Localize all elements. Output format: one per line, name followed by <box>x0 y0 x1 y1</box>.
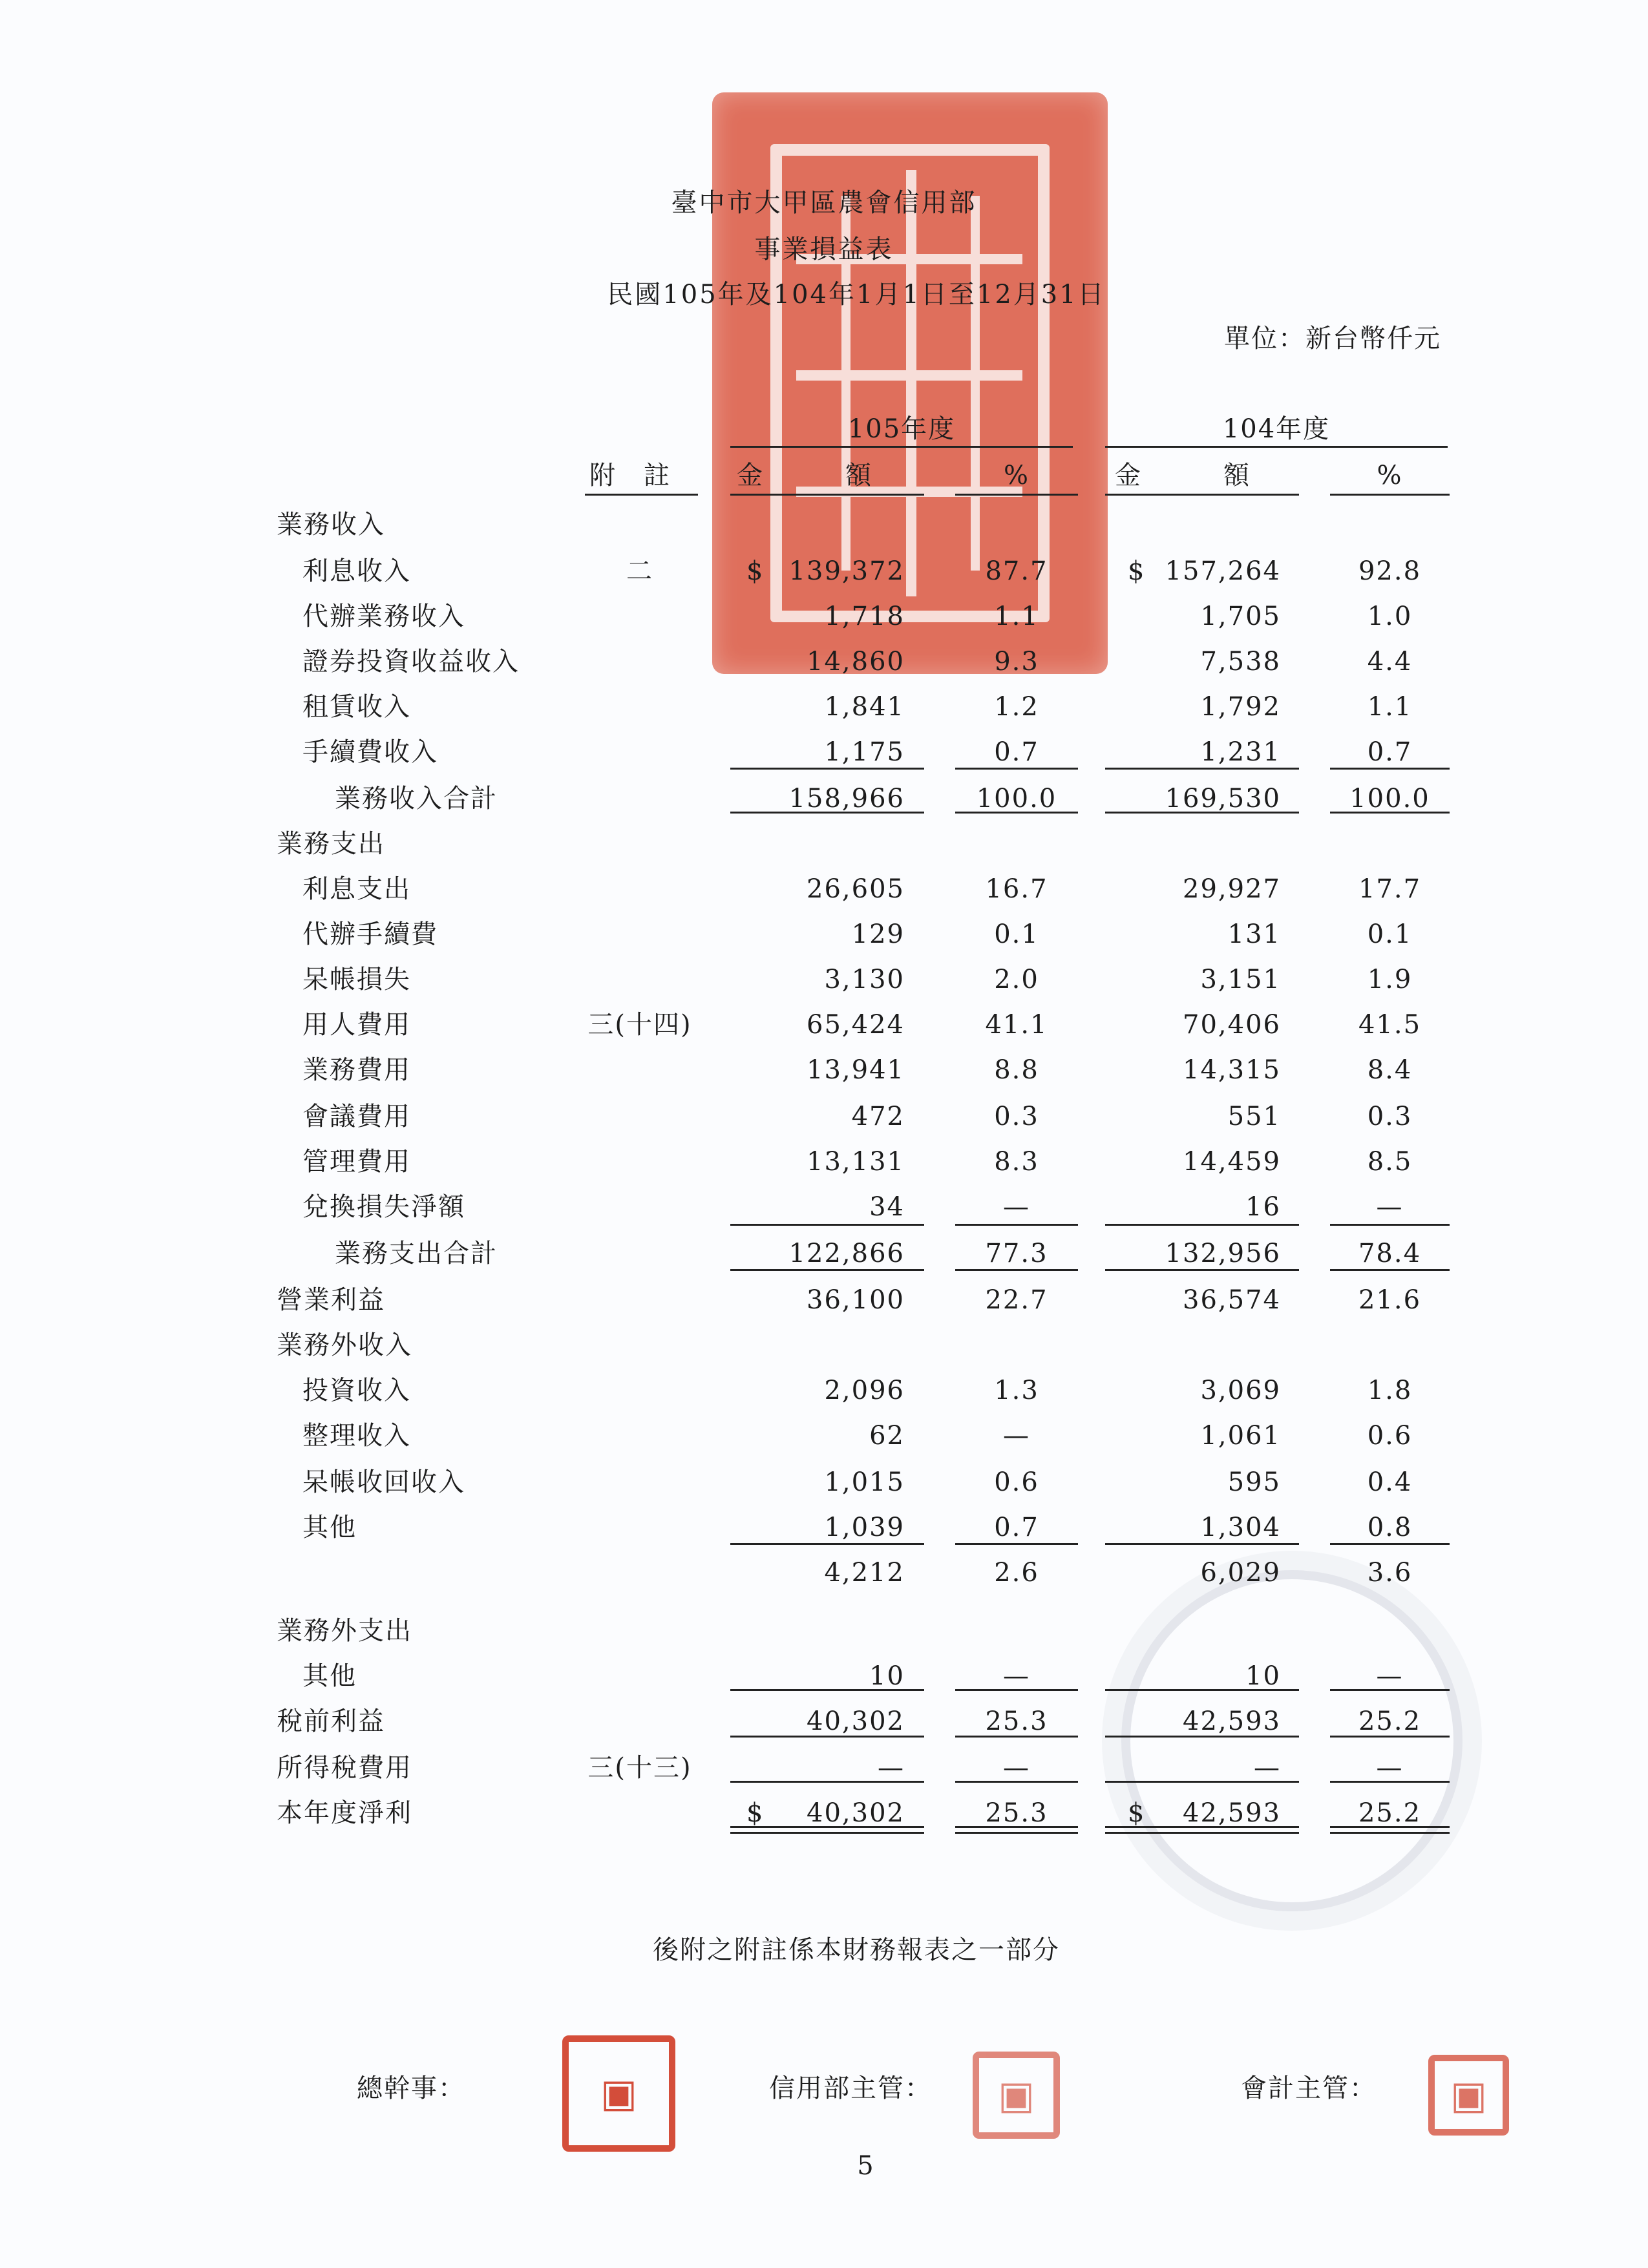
pct-104: 3.6 <box>1367 1558 1413 1588</box>
row-label: 手續費收入 <box>302 737 438 767</box>
pct-105: 77.3 <box>985 1239 1048 1268</box>
amount-104: 7,538 <box>1200 647 1281 677</box>
rule <box>1105 768 1299 770</box>
pct-104: — <box>1376 1753 1404 1783</box>
pct-105: 2.6 <box>994 1558 1039 1588</box>
row-label: 業務外收入 <box>277 1330 412 1360</box>
rule <box>955 1781 1078 1783</box>
amount-105: 34 <box>869 1192 905 1222</box>
amount-104: 169,530 <box>1165 784 1281 814</box>
rule <box>955 1224 1078 1226</box>
rule <box>1105 1736 1299 1738</box>
pct-104: 0.6 <box>1367 1421 1413 1451</box>
pct-104: — <box>1376 1661 1404 1691</box>
rule <box>730 1736 924 1738</box>
pct-105: 1.2 <box>994 692 1039 722</box>
pct-104: 0.7 <box>1367 737 1413 767</box>
row-label: 租賃收入 <box>302 692 411 722</box>
amount-105: 139,372 <box>788 556 905 586</box>
rule <box>955 494 1078 496</box>
pct-105: 1.3 <box>994 1376 1039 1405</box>
rule <box>1330 768 1450 770</box>
row-label: 證券投資收益收入 <box>302 647 520 677</box>
col-amount-104: 金 額 <box>1115 461 1251 490</box>
rule <box>1330 1224 1450 1226</box>
pct-105: 16.7 <box>985 874 1048 904</box>
col-pct-104: % <box>1377 461 1403 490</box>
seal-general-manager: ▣ <box>562 2035 675 2152</box>
rule <box>1330 812 1450 814</box>
row-label: 投資收入 <box>302 1376 411 1405</box>
amount-104: 14,459 <box>1183 1147 1281 1177</box>
amount-105: 65,424 <box>807 1010 905 1040</box>
amount-105: 40,302 <box>807 1798 905 1828</box>
amount-104: 14,315 <box>1183 1055 1281 1085</box>
pct-105: — <box>1003 1661 1030 1691</box>
rule <box>730 812 924 814</box>
rule <box>730 768 924 770</box>
seal-credit-manager: ▣ <box>973 2052 1060 2139</box>
page-number: 5 <box>857 2151 875 2181</box>
pct-105: 100.0 <box>976 784 1057 814</box>
double-rule <box>730 1826 924 1834</box>
amount-105: 2,096 <box>824 1376 905 1405</box>
footer-remark: 後附之附註係本財務報表之一部分 <box>653 1935 1060 1965</box>
sign-accounting-manager-label: 會計主管： <box>1241 2074 1377 2103</box>
rule <box>730 1689 924 1691</box>
report-period: 民國105年及104年1月1日至12月31日 <box>607 280 1106 310</box>
rule <box>1105 446 1448 448</box>
pct-104: — <box>1376 1192 1404 1222</box>
amount-105: — <box>878 1753 905 1783</box>
amount-105: 472 <box>851 1102 905 1131</box>
pct-104: 1.8 <box>1367 1376 1413 1405</box>
amount-105: 122,866 <box>788 1239 905 1268</box>
pct-105: — <box>1003 1421 1030 1451</box>
row-label: 呆帳收回收入 <box>302 1467 465 1497</box>
amount-104: 1,792 <box>1200 692 1281 722</box>
pct-104: 4.4 <box>1367 647 1413 677</box>
row-label: 利息收入 <box>302 556 411 586</box>
rule <box>1105 1781 1299 1783</box>
pct-105: 0.6 <box>994 1467 1039 1497</box>
row-label: 呆帳損失 <box>302 965 411 994</box>
pct-105: 0.3 <box>994 1102 1039 1131</box>
row-label: 所得稅費用 <box>277 1753 412 1783</box>
rule <box>1330 1543 1450 1545</box>
pct-105: 22.7 <box>985 1285 1048 1315</box>
rule <box>730 446 1073 448</box>
pct-105: 9.3 <box>994 647 1039 677</box>
row-label: 營業利益 <box>277 1285 385 1315</box>
col-amount-105: 金 額 <box>737 461 872 490</box>
row-label: 用人費用 <box>302 1010 411 1040</box>
amount-104: 1,705 <box>1200 602 1281 631</box>
official-seal-stamp <box>712 92 1108 674</box>
amount-105: 158,966 <box>788 784 905 814</box>
amount-104: 3,069 <box>1200 1376 1281 1405</box>
amount-104: 6,029 <box>1200 1558 1281 1588</box>
rule <box>585 494 698 496</box>
pct-105: 8.8 <box>994 1055 1039 1085</box>
rule <box>1330 1689 1450 1691</box>
amount-105: 4,212 <box>824 1558 905 1588</box>
amount-105: 1,015 <box>824 1467 905 1497</box>
amount-104: 1,231 <box>1200 737 1281 767</box>
amount-105: 10 <box>869 1661 905 1691</box>
currency-sign: $ <box>1128 556 1146 586</box>
amount-105: 40,302 <box>807 1706 905 1736</box>
row-note: 二 <box>626 556 653 586</box>
amount-104: 36,574 <box>1183 1285 1281 1315</box>
row-label: 其他 <box>302 1661 357 1691</box>
row-label: 業務支出合計 <box>335 1239 498 1268</box>
pct-105: — <box>1003 1192 1030 1222</box>
rule <box>955 1543 1078 1545</box>
pct-105: 87.7 <box>985 556 1048 586</box>
amount-105: 36,100 <box>807 1285 905 1315</box>
row-label: 會議費用 <box>302 1102 411 1131</box>
amount-105: 1,841 <box>824 692 905 722</box>
rule <box>955 812 1078 814</box>
pct-105: 0.1 <box>994 919 1039 949</box>
pct-104: 8.4 <box>1367 1055 1413 1085</box>
pct-104: 100.0 <box>1349 784 1430 814</box>
amount-104: 70,406 <box>1183 1010 1281 1040</box>
amount-105: 1,718 <box>824 602 905 631</box>
currency-sign: $ <box>1128 1798 1146 1828</box>
amount-105: 26,605 <box>807 874 905 904</box>
pct-104: 1.0 <box>1367 602 1413 631</box>
pct-104: 92.8 <box>1358 556 1422 586</box>
row-label: 稅前利益 <box>277 1706 385 1736</box>
col-year-105: 105年度 <box>847 414 956 444</box>
double-rule <box>955 1826 1078 1834</box>
pct-105: — <box>1003 1753 1030 1783</box>
rule <box>1330 494 1450 496</box>
pct-104: 78.4 <box>1358 1239 1422 1268</box>
rule <box>730 1224 924 1226</box>
amount-104: 131 <box>1227 919 1281 949</box>
rule <box>730 1781 924 1783</box>
amount-104: — <box>1254 1753 1281 1783</box>
amount-105: 14,860 <box>807 647 905 677</box>
row-label: 整理收入 <box>302 1421 411 1451</box>
amount-105: 13,941 <box>807 1055 905 1085</box>
double-rule <box>1330 1826 1450 1834</box>
rule <box>1105 1224 1299 1226</box>
row-label: 業務收入合計 <box>335 784 498 814</box>
currency-sign: $ <box>746 556 765 586</box>
rule <box>1105 1543 1299 1545</box>
sign-general-manager-label: 總幹事： <box>357 2074 465 2103</box>
rule <box>1105 1689 1299 1691</box>
pct-104: 21.6 <box>1358 1285 1422 1315</box>
amount-105: 1,175 <box>824 737 905 767</box>
amount-104: 132,956 <box>1165 1239 1281 1268</box>
row-label: 利息支出 <box>302 874 411 904</box>
embossed-seal <box>1121 1570 1463 1911</box>
row-label: 管理費用 <box>302 1147 411 1177</box>
pct-105: 8.3 <box>994 1147 1039 1177</box>
pct-105: 0.7 <box>994 737 1039 767</box>
row-label: 代辦手續費 <box>302 919 438 949</box>
amount-104: 10 <box>1245 1661 1281 1691</box>
pct-105: 25.3 <box>985 1798 1048 1828</box>
amount-104: 3,151 <box>1200 965 1281 994</box>
row-note: 三(十三) <box>587 1753 692 1783</box>
rule <box>1330 1736 1450 1738</box>
pct-104: 25.2 <box>1358 1798 1422 1828</box>
pct-104: 0.8 <box>1367 1513 1413 1542</box>
row-label: 業務外支出 <box>277 1616 412 1646</box>
pct-104: 41.5 <box>1358 1010 1422 1040</box>
pct-104: 0.4 <box>1367 1467 1413 1497</box>
pct-104: 17.7 <box>1358 874 1422 904</box>
amount-104: 1,061 <box>1200 1421 1281 1451</box>
pct-104: 1.9 <box>1367 965 1413 994</box>
pct-104: 1.1 <box>1367 692 1413 722</box>
rule <box>1105 1269 1299 1271</box>
report-title: 事業損益表 <box>754 235 894 264</box>
amount-104: 551 <box>1227 1102 1281 1131</box>
amount-104: 29,927 <box>1183 874 1281 904</box>
row-label: 兌換損失淨額 <box>302 1192 465 1222</box>
pct-104: 0.1 <box>1367 919 1413 949</box>
amount-104: 1,304 <box>1200 1513 1281 1542</box>
row-label: 其他 <box>302 1513 357 1542</box>
seal-accounting-manager: ▣ <box>1428 2055 1509 2136</box>
pct-104: 25.2 <box>1358 1706 1422 1736</box>
row-label: 業務費用 <box>302 1055 411 1085</box>
pct-104: 8.5 <box>1367 1147 1413 1177</box>
rule <box>955 1736 1078 1738</box>
rule <box>1330 1781 1450 1783</box>
currency-sign: $ <box>746 1798 765 1828</box>
pct-105: 2.0 <box>994 965 1039 994</box>
pct-104: 0.3 <box>1367 1102 1413 1131</box>
row-label: 代辦業務收入 <box>302 602 465 631</box>
row-label: 業務收入 <box>277 510 385 540</box>
pct-105: 41.1 <box>985 1010 1048 1040</box>
rule <box>1105 494 1299 496</box>
rule <box>955 1689 1078 1691</box>
amount-105: 1,039 <box>824 1513 905 1542</box>
amount-104: 42,593 <box>1183 1798 1281 1828</box>
double-rule <box>1105 1826 1299 1834</box>
rule <box>730 1269 924 1271</box>
sign-credit-manager-label: 信用部主管： <box>769 2074 932 2103</box>
amount-104: 42,593 <box>1183 1706 1281 1736</box>
amount-105: 13,131 <box>807 1147 905 1177</box>
row-note: 三(十四) <box>587 1010 692 1040</box>
org-name: 臺中市大甲區農會信用部 <box>671 188 977 218</box>
rule <box>1105 812 1299 814</box>
pct-105: 25.3 <box>985 1706 1048 1736</box>
row-label: 業務支出 <box>277 829 385 859</box>
row-label: 本年度淨利 <box>277 1798 412 1828</box>
amount-104: 157,264 <box>1165 556 1281 586</box>
amount-105: 62 <box>869 1421 905 1451</box>
amount-105: 3,130 <box>824 965 905 994</box>
rule <box>955 768 1078 770</box>
amount-104: 16 <box>1245 1192 1281 1222</box>
rule <box>730 494 924 496</box>
rule <box>955 1269 1078 1271</box>
col-pct-105: % <box>1003 461 1030 490</box>
pct-105: 0.7 <box>994 1513 1039 1542</box>
pct-105: 1.1 <box>994 602 1039 631</box>
unit-label: 單位：新台幣仟元 <box>1224 324 1441 353</box>
amount-104: 595 <box>1227 1467 1281 1497</box>
rule <box>730 1543 924 1545</box>
col-note: 附 註 <box>589 461 671 490</box>
amount-105: 129 <box>851 919 905 949</box>
rule <box>1330 1269 1450 1271</box>
col-year-104: 104年度 <box>1222 414 1331 444</box>
